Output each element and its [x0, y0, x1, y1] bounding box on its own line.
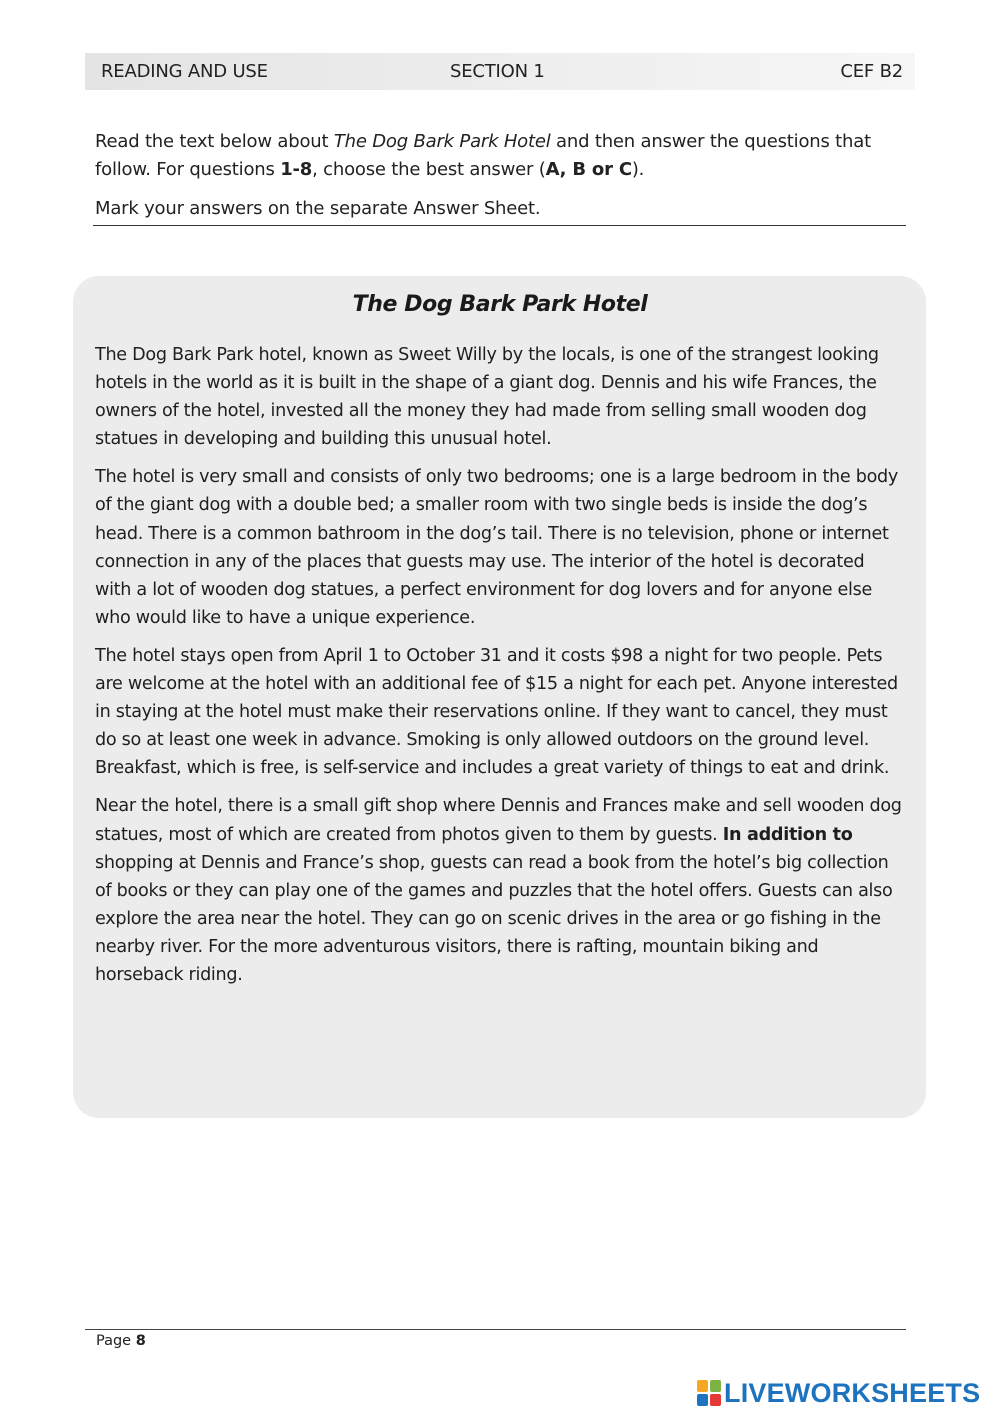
question-range: 1-8: [280, 159, 313, 180]
instructions-divider: [93, 225, 906, 226]
liveworksheets-logo-icon: [697, 1380, 721, 1406]
page-header: [85, 53, 915, 90]
article-paragraph-4: Near the hotel, there is a small gift shop where Dennis and Frances make and sell wooden dog statues, most of which are created from photos given to them by guests. In addition to shopping at Dennis and France’s shop, guests can read a book from the hotel’s big collection of books or they can play one of the games and puzzles that the hotel offers. Guests can also explore the area near the hotel. They can go on scenic drives in the area or go fishing in the nearby river. For the more adventurous visitors, there is rafting, mountain biking and horseback riding.: [95, 796, 902, 985]
brand-name: LIVEWORKSHEETS: [724, 1377, 981, 1408]
article-paragraph-3: The hotel stays open from April 1 to October 31 and it costs $98 a night for two people. Pets are welcome at the hotel with an additional fee of $15 a night for each pet. Anyone interested in staying at the hotel must make their reservations online. If they want to cancel, they must do so at least one week in advance. Smoking is only allowed outdoors on the ground level. Breakfast, which is free, is self-service and includes a great variety of things to eat and drink.: [95, 645, 898, 779]
header-section-name: READING AND USE: [101, 61, 268, 82]
article-paragraph-1: The Dog Bark Park hotel, known as Sweet Willy by the locals, is one of the strangest looking hotels in the world as it is built in the shape of a giant dog. Dennis and his wife Frances, the owners of the hotel, invested all the money they had made from selling small wooden dog statues in developing and building this unusual hotel.: [95, 345, 879, 450]
liveworksheets-brand[interactable]: [697, 1374, 980, 1412]
instructions-text: Read the text below about The Dog Bark Park Hotel and then answer the questions that follow. For questions 1-8, choose the best answer (A, B or C).: [95, 131, 871, 180]
instructions-article-title: The Dog Bark Park Hotel: [333, 131, 551, 152]
answer-options: A, B or C: [545, 159, 632, 180]
article-title: The Dog Bark Park Hotel: [352, 292, 648, 317]
article-paragraph-2: The hotel is very small and consists of only two bedrooms; one is a large bedroom in the body of the giant dog with a double bed; a smaller room with two single beds is inside the dog’s head. There is a common bathroom in the dog’s tail. There is no television, phone or internet connection in any of the places that guests may use. The interior of the hotel is decorated with a lot of wooden dog statues, a perfect environment for dog lovers and for anyone else who would like to have a unique experience.: [95, 467, 899, 628]
header-section-number: SECTION 1: [450, 61, 545, 82]
highlighted-phrase: In addition to: [722, 824, 853, 845]
page-number: Page 8: [96, 1333, 146, 1349]
article-body: [95, 341, 905, 999]
footer-divider: [85, 1329, 906, 1330]
instructions: [95, 128, 907, 223]
header-level: CEF B2: [840, 61, 903, 82]
answer-sheet-note: Mark your answers on the separate Answer Sheet.: [95, 198, 541, 219]
